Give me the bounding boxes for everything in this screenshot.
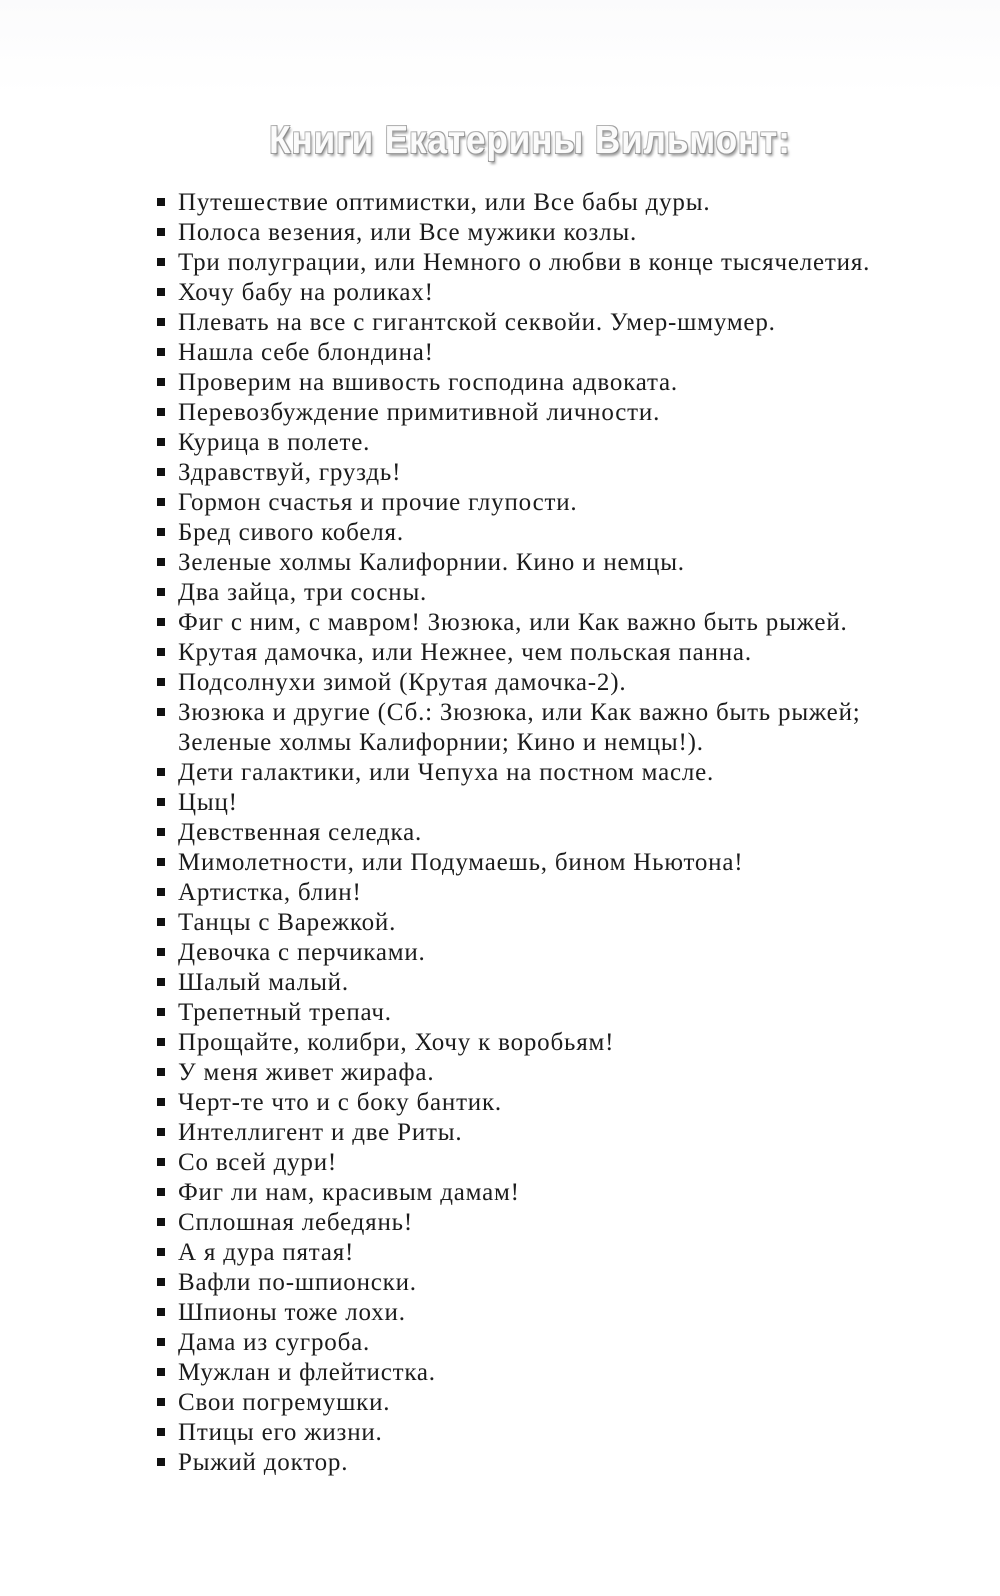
book-list-item — [156, 338, 898, 368]
square-bullet-icon — [157, 288, 165, 296]
square-bullet-icon — [157, 798, 165, 806]
book-list-item — [156, 278, 898, 308]
book-title-text: Мужлан и флейтистка. — [178, 1359, 436, 1386]
square-bullet-icon — [157, 558, 165, 566]
book-title-text: Дети галактики, или Чепуха на постном масле. — [178, 759, 715, 786]
book-title-text: Свои погремушки. — [178, 1389, 391, 1416]
book-title-text: Цыц! — [178, 789, 238, 816]
book-title-text: Полоса везения, или Все мужики козлы. — [178, 219, 638, 246]
book-list-item — [156, 1088, 898, 1118]
book-list-item — [156, 818, 898, 848]
square-bullet-icon — [157, 1428, 165, 1436]
book-list-item — [156, 1268, 898, 1298]
square-bullet-icon — [157, 858, 165, 866]
book-title-text: У меня живет жирафа. — [178, 1059, 435, 1086]
square-bullet-icon — [157, 708, 165, 716]
book-title-text: Зеленые холмы Калифорнии. Кино и немцы. — [178, 549, 685, 576]
book-title-text: Крутая дамочка, или Нежнее, чем польская панна. — [178, 639, 752, 666]
book-title-text: Девственная селедка. — [178, 819, 423, 846]
book-title-text: Три полуграции, или Немного о любви в конце тысячелетия. — [178, 249, 871, 276]
square-bullet-icon — [157, 1158, 165, 1166]
square-bullet-icon — [157, 678, 165, 686]
page-title: Книги Екатерины Вильмонт: — [269, 119, 791, 162]
book-title-text: Черт-те что и с боку бантик. — [178, 1089, 502, 1116]
square-bullet-icon — [157, 1098, 165, 1106]
book-list-item — [156, 668, 898, 698]
book-list-item — [156, 1208, 898, 1238]
square-bullet-icon — [157, 1068, 165, 1076]
square-bullet-icon — [157, 228, 165, 236]
book-list-item — [156, 1028, 898, 1058]
book-list-item — [156, 998, 898, 1028]
book-title-text: Путешествие оптимистки, или Все бабы дуры. — [178, 189, 711, 216]
book-list-item — [156, 1178, 898, 1208]
book-list-item — [156, 398, 898, 428]
square-bullet-icon — [157, 768, 165, 776]
square-bullet-icon — [157, 1308, 165, 1316]
book-title-text: Интеллигент и две Риты. — [178, 1119, 463, 1146]
book-list-item — [156, 1328, 898, 1358]
book-title-text: Хочу бабу на роликах! — [178, 279, 434, 306]
book-list-item — [156, 848, 898, 878]
book-list-item — [156, 1298, 898, 1328]
book-list-item — [156, 1148, 898, 1178]
book-title-text: Танцы с Варежкой. — [178, 909, 397, 936]
book-list-item — [156, 938, 898, 968]
square-bullet-icon — [157, 1008, 165, 1016]
book-title-text: Проверим на вшивость господина адвоката. — [178, 369, 678, 396]
book-title-text: Зюзюка и другие (Сб.: Зюзюка, или Как важно быть рыжей; Зеленые холмы Калифорнии; Кино и немцы!). — [178, 699, 861, 756]
square-bullet-icon — [157, 258, 165, 266]
square-bullet-icon — [157, 1278, 165, 1286]
square-bullet-icon — [157, 348, 165, 356]
square-bullet-icon — [157, 198, 165, 206]
book-list-item — [156, 578, 898, 608]
book-list — [156, 188, 898, 1478]
book-list-item — [156, 488, 898, 518]
book-title-text: Вафли по-шпионски. — [178, 1269, 417, 1296]
book-title-text: Девочка с перчиками. — [178, 939, 426, 966]
book-title-text: А я дура пятая! — [178, 1239, 355, 1266]
square-bullet-icon — [157, 438, 165, 446]
book-list-item — [156, 638, 898, 668]
square-bullet-icon — [157, 648, 165, 656]
book-title-text: Сплошная лебедянь! — [178, 1209, 413, 1236]
book-title-text: Шпионы тоже лохи. — [178, 1299, 406, 1326]
square-bullet-icon — [157, 1038, 165, 1046]
square-bullet-icon — [157, 918, 165, 926]
book-title-text: Прощайте, колибри, Хочу к воробьям! — [178, 1029, 615, 1056]
book-title-text: Фиг с ним, с мавром! Зюзюка, или Как важно быть рыжей. — [178, 609, 848, 636]
square-bullet-icon — [157, 498, 165, 506]
square-bullet-icon — [157, 1188, 165, 1196]
square-bullet-icon — [157, 588, 165, 596]
square-bullet-icon — [157, 1398, 165, 1406]
book-list-item — [156, 308, 898, 338]
book-title-text: Со всей дури! — [178, 1149, 338, 1176]
book-title-text: Гормон счастья и прочие глупости. — [178, 489, 578, 516]
book-title-text: Артистка, блин! — [178, 879, 362, 906]
square-bullet-icon — [157, 1458, 165, 1466]
book-title-text: Бред сивого кобеля. — [178, 519, 404, 546]
square-bullet-icon — [157, 1338, 165, 1346]
book-list-item — [156, 1358, 898, 1388]
square-bullet-icon — [157, 1128, 165, 1136]
book-title-text: Курица в полете. — [178, 429, 371, 456]
book-list-item — [156, 218, 898, 248]
book-list-item — [156, 1418, 898, 1448]
square-bullet-icon — [157, 378, 165, 386]
square-bullet-icon — [157, 1218, 165, 1226]
book-list-item — [156, 968, 898, 998]
book-list-item — [156, 608, 898, 638]
book-title-text: Перевозбуждение примитивной личности. — [178, 399, 661, 426]
square-bullet-icon — [157, 1368, 165, 1376]
book-title-text: Плевать на все с гигантской секвойи. Умер-шмумер. — [178, 309, 776, 336]
book-title-text: Птицы его жизни. — [178, 1419, 383, 1446]
book-title-text: Мимолетности, или Подумаешь, бином Ньютона! — [178, 849, 744, 876]
square-bullet-icon — [157, 408, 165, 416]
book-title-text: Трепетный трепач. — [178, 999, 392, 1026]
book-title-text: Шалый малый. — [178, 969, 349, 996]
book-list-item — [156, 1448, 898, 1478]
square-bullet-icon — [157, 528, 165, 536]
book-title-text: Нашла себе блондина! — [178, 339, 434, 366]
book-list-item — [156, 188, 898, 218]
book-list-item — [156, 458, 898, 488]
book-list-item — [156, 368, 898, 398]
book-list-item — [156, 518, 898, 548]
book-title-text: Два зайца, три сосны. — [178, 579, 428, 606]
book-list-item — [156, 1388, 898, 1418]
square-bullet-icon — [157, 948, 165, 956]
square-bullet-icon — [157, 1248, 165, 1256]
book-list-item — [156, 908, 898, 938]
book-title-text: Рыжий доктор. — [178, 1449, 349, 1476]
square-bullet-icon — [157, 888, 165, 896]
book-list-item — [156, 428, 898, 458]
book-list-item — [156, 788, 898, 818]
book-list-item — [156, 1058, 898, 1088]
square-bullet-icon — [157, 318, 165, 326]
book-list-item — [156, 248, 898, 278]
book-list-item — [156, 1238, 898, 1268]
square-bullet-icon — [157, 618, 165, 626]
square-bullet-icon — [157, 828, 165, 836]
book-title-text: Фиг ли нам, красивым дамам! — [178, 1179, 520, 1206]
book-list-item — [156, 548, 898, 578]
square-bullet-icon — [157, 978, 165, 986]
square-bullet-icon — [157, 468, 165, 476]
book-title-text: Подсолнухи зимой (Крутая дамочка-2). — [178, 669, 627, 696]
book-list-item — [156, 698, 898, 758]
book-list-item — [156, 758, 898, 788]
book-title-text: Дама из сугроба. — [178, 1329, 371, 1356]
book-title-text: Здравствуй, груздь! — [178, 459, 402, 486]
book-list-item — [156, 878, 898, 908]
book-list-item — [156, 1118, 898, 1148]
